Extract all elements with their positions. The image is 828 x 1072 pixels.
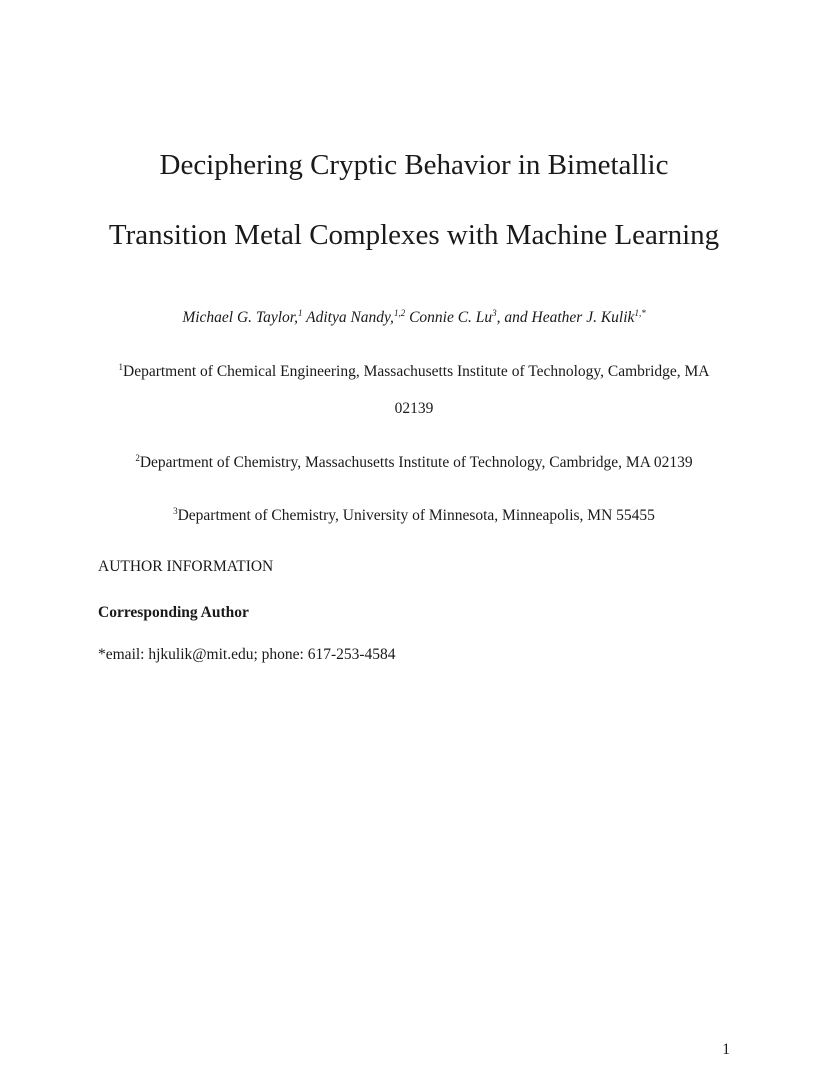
affiliation-text: Department of Chemistry, University of Minnesota, Minneapolis, MN 55455 xyxy=(177,507,655,524)
author-affil-sup: 1,2 xyxy=(393,308,406,318)
title-line-2: Transition Metal Complexes with Machine Learning xyxy=(108,219,720,251)
author-affil-sup: 1 xyxy=(298,308,303,318)
affiliation-2 xyxy=(0,453,828,473)
affiliation-1-continued: 02139 xyxy=(394,400,434,417)
author-name: Heather J. Kulik xyxy=(531,309,635,326)
affiliation-sup: 3 xyxy=(173,506,178,516)
author-name: Aditya Nandy, xyxy=(306,309,394,326)
affiliation-1 xyxy=(0,362,828,382)
affiliation-text: Department of Chemical Engineering, Massachusetts Institute of Technology, Cambridge, MA xyxy=(123,363,710,380)
author-separator: , and xyxy=(496,309,528,326)
author-list xyxy=(0,308,828,328)
page-number: 1 xyxy=(722,1041,730,1058)
affiliation-3 xyxy=(0,506,828,526)
corresponding-author-label: Corresponding Author xyxy=(98,604,249,621)
author-name: Michael G. Taylor, xyxy=(182,309,298,326)
affiliation-sup: 1 xyxy=(118,362,123,372)
contact-info: *email: hjkulik@mit.edu; phone: 617-253-4584 xyxy=(98,646,396,663)
author-affil-sup: 1,* xyxy=(634,308,646,318)
author-affil-sup: 3 xyxy=(492,308,497,318)
affiliation-sup: 2 xyxy=(135,453,140,463)
title-line-1: Deciphering Cryptic Behavior in Bimetallic xyxy=(159,149,669,181)
affiliation-text: Department of Chemistry, Massachusetts Institute of Technology, Cambridge, MA 02139 xyxy=(139,454,693,471)
author-name: Connie C. Lu xyxy=(409,309,493,326)
author-information-heading: AUTHOR INFORMATION xyxy=(98,558,274,575)
